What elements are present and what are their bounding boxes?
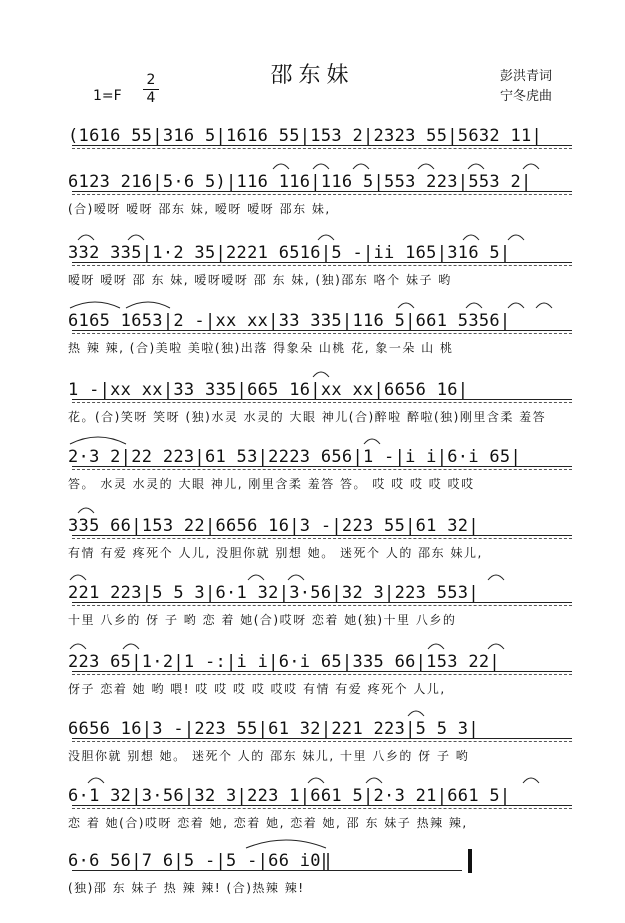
beam-line-double: [72, 194, 572, 195]
key-signature: 1=F: [93, 88, 122, 104]
beam-line-double: [72, 265, 572, 266]
beam-line: [72, 262, 572, 263]
note-line: (1616 55|316 5|1616 55|153 2|2323 55|5632 11|: [68, 126, 543, 146]
composer-credit: 宁冬虎曲: [500, 89, 553, 104]
beam-line-double: [72, 148, 572, 149]
beam-line: [72, 738, 572, 739]
final-barline: [468, 849, 472, 873]
beam-line: [72, 671, 572, 672]
lyric-line: 热 辣 辣, (合)美啦 美啦(独)出落 得象朵 山桃 花, 象一朵 山 桃: [68, 341, 454, 355]
lyric-line: 没胆你就 别想 她。 迷死个 人的 邵东 妹儿, 十里 八乡的 伢 子 哟: [68, 749, 470, 763]
lyric-line: 答。 水灵 水灵的 大眼 神儿, 刚里含柔 羞答 答。 哎 哎 哎 哎 哎哎: [68, 477, 475, 491]
song-title: 邵东妹: [270, 63, 355, 88]
beam-line-double: [72, 402, 572, 403]
note-line: 2·3 2|22 223|61 53|2223 656|1 -|i i|6·i 65|: [68, 447, 521, 467]
lyric-line: 恋 着 她(合)哎呀 恋着 她, 恋着 她, 恋着 她, 邵 东 妹子 热辣 辣,: [68, 816, 468, 830]
note-line: 6123 216|5·6 5)|116 116|116 5|553 223|553 2|: [68, 172, 532, 192]
meter-bottom: 4: [146, 90, 156, 106]
note-line: 6656 16|3 -|223 55|61 32|221 223|5 5 3|: [68, 719, 479, 739]
beam-line: [72, 145, 572, 146]
beam-line: [72, 602, 572, 603]
note-line: 1 -|xx xx|33 335|665 16|xx xx|6656 16|: [68, 380, 469, 400]
beam-line-double: [72, 469, 572, 470]
lyric-line: (合)嗳呀 嗳呀 邵东 妹, 嗳呀 嗳呀 邵东 妹,: [68, 202, 331, 216]
beam-line: [72, 330, 572, 331]
meter-top: 2: [143, 72, 159, 90]
beam-line: [72, 805, 572, 806]
beam-line-double: [72, 605, 572, 606]
beam-line: [72, 466, 572, 467]
note-line: 6·6 56|7 6|5 -|5 -|66 i0‖: [68, 851, 332, 871]
note-line: 6165 1653|2 -|xx xx|33 335|116 5|661 5356|: [68, 311, 511, 331]
note-line: 335 66|153 22|6656 16|3 -|223 55|61 32|: [68, 516, 479, 536]
lyric-line: 十里 八乡的 伢 子 哟 恋 着 她(合)哎呀 恋着 她(独)十里 八乡的: [68, 613, 457, 627]
beam-line-double: [72, 538, 572, 539]
note-line: 221 223|5 5 3|6·1 32|3·56|32 3|223 553|: [68, 583, 479, 603]
note-line: 6·1 32|3·56|32 3|223 1|661 5|2·3 21|661 5|: [68, 786, 511, 806]
lyric-line: (独)邵 东 妹子 热 辣 辣! (合)热辣 辣!: [68, 881, 305, 895]
time-signature: [143, 72, 159, 107]
lyric-line: 花。(合)笑呀 笑呀 (独)水灵 水灵的 大眼 神儿(合)醉啦 醉啦(独)刚里含柔 羞答: [68, 410, 547, 424]
beam-line-double: [72, 674, 572, 675]
lyricist-credit: 彭洪青词: [500, 69, 553, 84]
beam-line: [72, 535, 572, 536]
note-line: 332 335|1·2 35|2221 6516|5 -|ii 165|316 5|: [68, 243, 511, 263]
lyric-line: 伢子 恋着 她 哟 喂! 哎 哎 哎 哎 哎哎 有情 有爱 疼死个 人儿,: [68, 682, 446, 696]
beam-line: [72, 399, 572, 400]
beam-line: [72, 191, 572, 192]
credits: [500, 67, 552, 107]
note-line: 223 65|1·2|1 -:|i i|6·i 65|335 66|153 22|: [68, 652, 500, 672]
beam-line-double: [72, 333, 572, 334]
beam-line: [72, 870, 462, 871]
beam-line-double: [72, 741, 572, 742]
lyric-line: 嗳呀 嗳呀 邵 东 妹, 嗳呀嗳呀 邵 东 妹, (独)邵东 咯个 妹子 哟: [68, 273, 452, 287]
lyric-line: 有情 有爱 疼死个 人儿, 没胆你就 别想 她。 迷死个 人的 邵东 妹儿,: [68, 546, 483, 560]
beam-line-double: [72, 808, 572, 809]
